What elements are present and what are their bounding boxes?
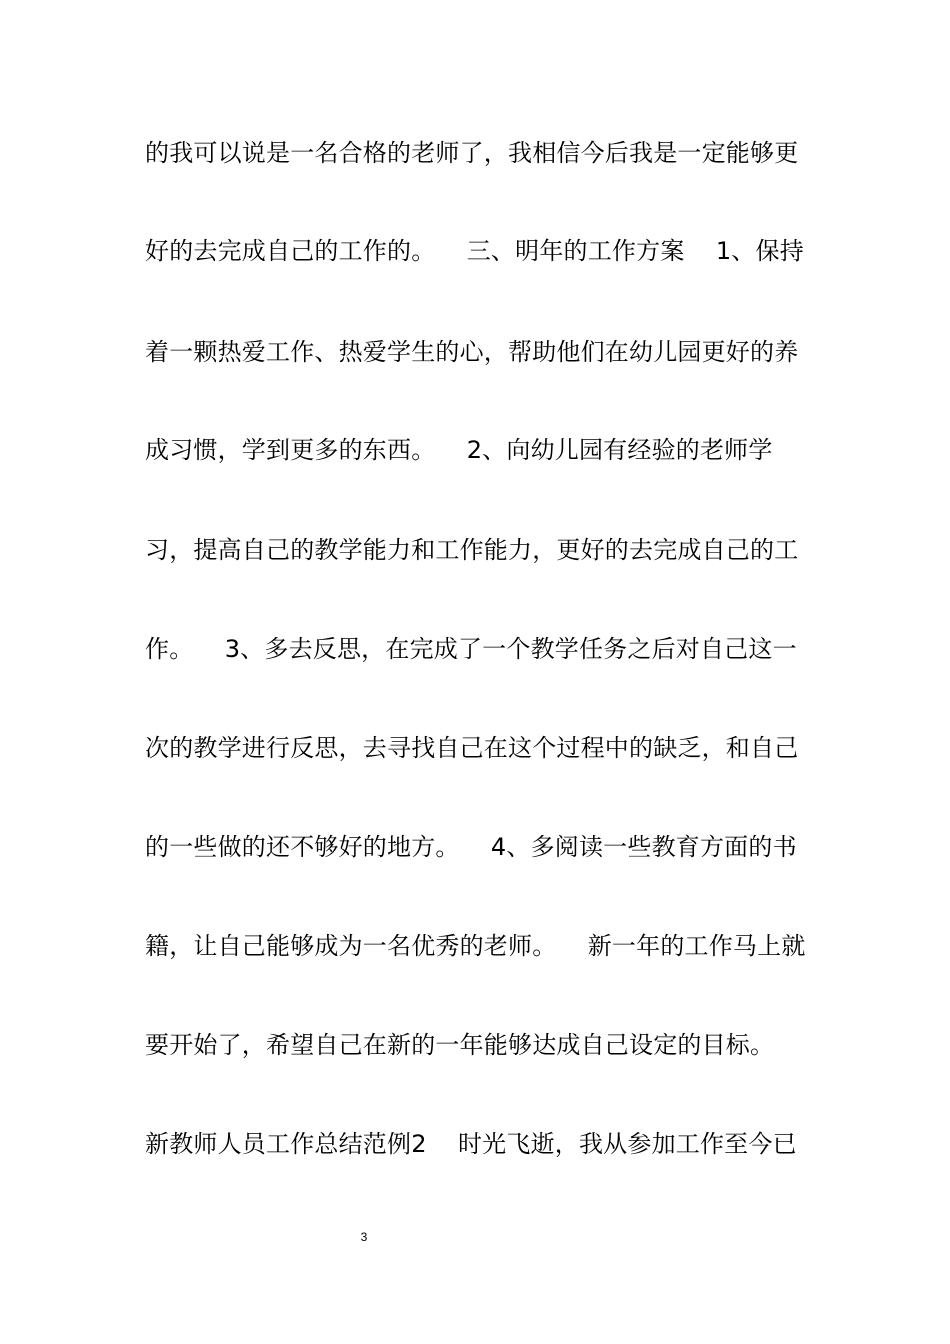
- body-text-line: 的一些做的还不够好的地方。 4、多阅读一些教育方面的书: [145, 833, 797, 861]
- body-text-line: 着一颗热爱工作、热爱学生的心，帮助他们在幼儿园更好的养: [145, 338, 799, 366]
- body-text-line: 成习惯，学到更多的东西。 2、向幼儿园有经验的老师学: [145, 436, 773, 464]
- body-text-line: 要开始了，希望自己在新的一年能够达成自己设定的目标。: [145, 1031, 775, 1059]
- body-text-line: 好的去完成自己的工作的。 三、明年的工作方案 1、保持: [145, 237, 804, 265]
- body-text-line: 习，提高自己的教学能力和工作能力，更好的去完成自己的工: [145, 536, 799, 564]
- body-text-line: 的我可以说是一名合格的老师了，我相信今后我是一定能够更: [145, 139, 799, 167]
- body-text-line: 作。 3、多去反思，在完成了一个教学任务之后对自己这一: [145, 635, 797, 663]
- body-text-line: 次的教学进行反思，去寻找自己在这个过程中的缺乏，和自己: [145, 734, 799, 762]
- body-text-line: 新教师人员工作总结范例2 时光飞逝，我从参加工作至今已: [145, 1130, 797, 1158]
- page-number: 3: [360, 1230, 368, 1244]
- body-text-line: 籍，让自己能够成为一名优秀的老师。 新一年的工作马上就: [145, 932, 806, 960]
